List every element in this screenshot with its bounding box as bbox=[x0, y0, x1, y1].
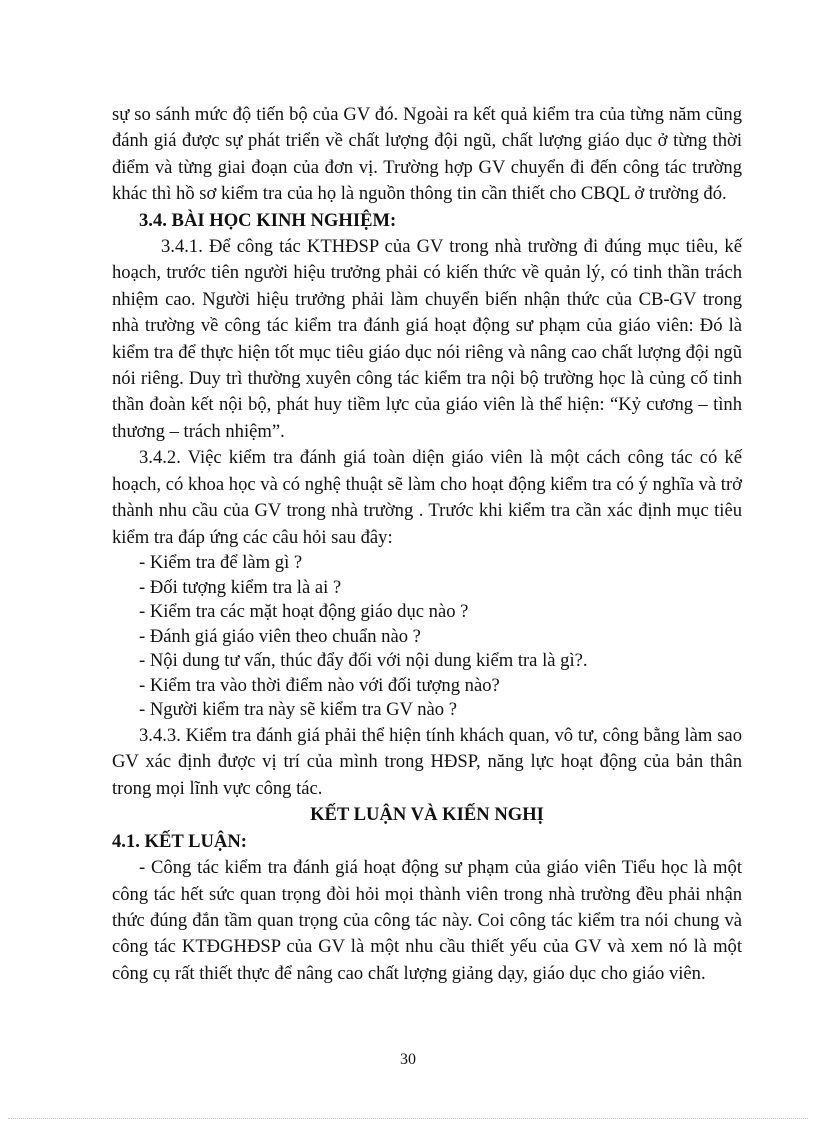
question-item: - Nội dung tư vấn, thúc đẩy đối với nội dung kiểm tra là gì?. bbox=[139, 650, 588, 672]
intro-paragraph: sự so sánh mức độ tiến bộ của GV đó. Ngoài ra kết quả kiểm tra của từng năm cũng đánh giá được sự phát triển về chất lượng đội ngũ, chất lượng giáo dục ở từng thời điểm và từng giai đoạn của đơn vị. Trường hợp GV chuyển đi đến công tác trường khác thì hồ sơ kiểm tra của họ là nguồn thông tin cần thiết cho CBQL ở trường đó. bbox=[112, 104, 742, 205]
question-item: - Kiểm tra vào thời điểm nào với đối tượng nào? bbox=[139, 674, 500, 696]
question-item: - Người kiểm tra này sẽ kiểm tra GV nào ? bbox=[139, 699, 458, 721]
question-item: - Đối tượng kiểm tra là ai ? bbox=[139, 576, 342, 598]
page-bottom-divider bbox=[8, 1118, 808, 1119]
question-item: - Kiểm tra để làm gì ? bbox=[139, 551, 303, 573]
paragraph-3-4-1: 3.4.1. Để công tác KTHĐSP của GV trong nhà trường đi đúng mục tiêu, kế hoạch, trước tiên người hiệu trưởng phải có kiến thức về quản lý, có tinh thần trách nhiệm cao. Người hiệu trưởng phải làm chuyển biến nhận thức của CB-GV trong nhà trường về công tác kiểm tra đánh giá hoạt động sư phạm của giáo viên: Đó là kiểm tra để thực hiện tốt mục tiêu giáo dục nói riêng và nâng cao chất lượng đội ngũ nói riêng. Duy trì thường xuyên công tác kiểm tra nội bộ trường học là củng cố tinh thần đoàn kết nội bộ, phát huy tiềm lực của giáo viên là thể hiện: “Kỷ cương – tình thương – trách nhiệm”. bbox=[112, 236, 742, 442]
document-page bbox=[112, 102, 742, 987]
paragraph-4-1: - Công tác kiểm tra đánh giá hoạt động sư phạm của giáo viên Tiểu học là một công tác hết sức quan trọng đòi hỏi mọi thành viên trong nhà trường đều phải nhận thức đúng đắn tầm quan trọng của công tác này. Coi công tác kiểm tra nói chung và công tác KTĐGHĐSP của GV là một nhu cầu thiết yếu của GV và xem nó là một công cụ rất thiết thực để nâng cao chất lượng giảng dạy, giáo dục cho giáo viên. bbox=[112, 857, 742, 984]
section-3-4-heading: 3.4. BÀI HỌC KINH NGHIỆM: bbox=[139, 209, 397, 231]
paragraph-3-4-2: 3.4.2. Việc kiểm tra đánh giá toàn diện giáo viên là một cách công tác có kế hoạch, có khoa học và có nghệ thuật sẽ làm cho hoạt động kiểm tra có ý nghĩa và trở thành nhu cầu của GV trong nhà trường . Trước khi kiểm tra cần xác định mục tiêu kiểm tra đáp ứng các câu hỏi sau đây: bbox=[112, 447, 742, 548]
page-number: 30 bbox=[400, 1051, 416, 1068]
question-list bbox=[112, 551, 742, 723]
section-4-1-heading: 4.1. KẾT LUẬN: bbox=[112, 830, 247, 852]
question-item: - Đánh giá giáo viên theo chuẩn nào ? bbox=[139, 625, 421, 647]
paragraph-3-4-3: 3.4.3. Kiểm tra đánh giá phải thể hiện tính khách quan, vô tư, công bằng làm sao GV xác định được vị trí của mình trong HĐSP, năng lực hoạt động của bản thân trong mọi lĩnh vực công tác. bbox=[112, 725, 742, 799]
conclusion-title: KẾT LUẬN VÀ KIẾN NGHỊ bbox=[310, 804, 544, 826]
question-item: - Kiểm tra các mặt hoạt động giáo dục nào ? bbox=[139, 601, 469, 623]
